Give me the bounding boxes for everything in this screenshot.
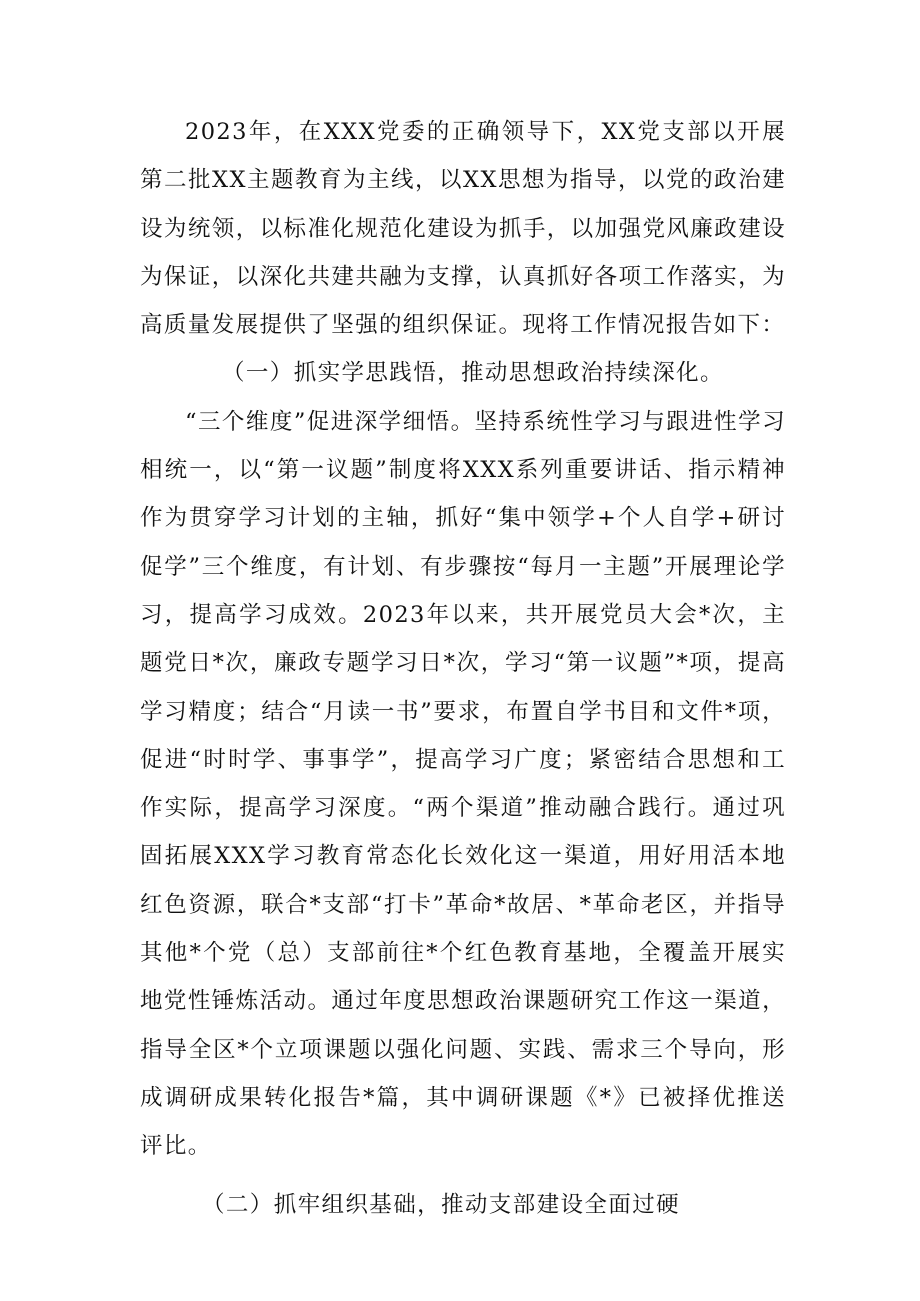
section-1-paragraph: “三个维度”促进深学细悟。坚持系统性学习与跟进性学习相统一，以“第一议题”制度将XXX系列重要讲话、指示精神作为贯穿学习计划的主轴，抓好“集中领学+个人自学+研讨促学”三个维度，有计划、有步骤按“每月一主题”开展理论学习，提高学习成效。2023年以来，共开展党员大会*次，主题党日*次，廉政专题学习日*次，学习“第一议题”*项，提高学习精度；结合“月读一书”要求，布置自学书目和文件*项，促进“时时学、事事学”，提高学习广度；紧密结合思想和工作实际，提高学习深度。“两个渠道”推动融合践行。通过巩固拓展XXX学习教育常态化长效化这一渠道，用好用活本地红色资源，联合*支部“打卡”革命*故居、*革命老区，并指导其他*个党（总）支部前往*个红色教育基地，全覆盖开展实地党性锤炼活动。通过年度思想政治课题研究工作这一渠道，指导全区*个立项课题以强化问题、实践、需求三个导向，形成调研成果转化报告*篇，其中调研课题《*》已被择优推送评比。 [140, 408, 786, 1160]
document-body [140, 108, 786, 1229]
intro-paragraph: 2023年，在XXX党委的正确领导下，XX党支部以开展第二批XX主题教育为主线，以XX思想为指导，以党的政治建设为统领，以标准化规范化建设为抓手，以加强党风廉政建设为保证，以深化共建共融为支撑，认真抓好各项工作落实，为高质量发展提供了坚强的组织保证。现将工作情况报告如下： [140, 119, 786, 339]
section-2-heading: （二）抓牢组织基础，推动支部建设全面过硬 [202, 1191, 681, 1218]
section-1-heading: （一）抓实学思践悟，推动思想政治持续深化。 [222, 360, 724, 387]
